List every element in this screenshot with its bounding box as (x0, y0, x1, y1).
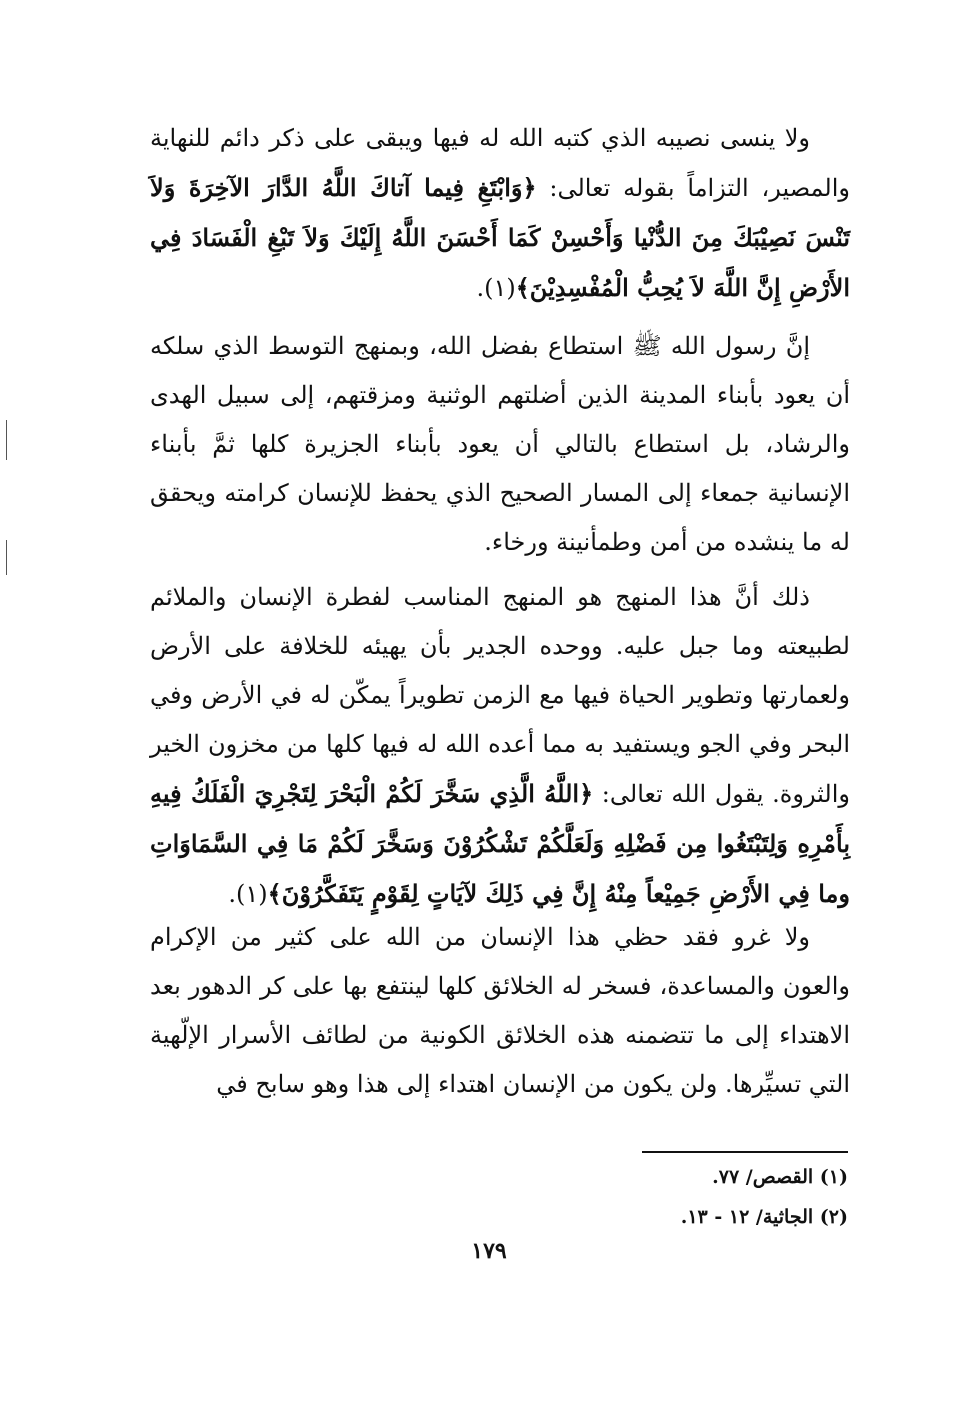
paragraph-1 (150, 114, 850, 313)
footnote-ref-1: (١). (476, 274, 516, 302)
margin-scan-mark (6, 420, 7, 460)
footnote-divider (642, 1151, 848, 1153)
footnote-ref-2: (١). (228, 880, 268, 908)
quran-verse-1: ﴿وَابْتَغِ فِيما آتاكَ اللَّهُ الدَّارَ الآخِرَةَ وَلاَ تَنْسَ نَصِيْبَكَ مِنَ الدُّنْيا وَأَحْسِنْ كَمَا أَحْسَنَ اللَّهُ إِلَيْكَ وَلاَ تَبْغِ الْفَسَادَ فِي الأَرْضِ إِنَّ اللَّهَ لاَ يُحِبُّ الْمُفْسِدِيْنَ﴾ (150, 173, 850, 302)
footnotes (560, 1157, 848, 1237)
paragraph-4-text: ولا غرو فقد حظي هذا الإنسان من الله على كثير من الإكرام والعون والمساعدة، فسخر له الخلائق كلها لينتفع بها على كر الدهور بعد الاهتداء إلى ما تتضمنه هذه الخلائق الكونية من لطائف الأسرار الإلّهية التي تسيِّرها. ولن يكون من الإنسان اهتداء إلى هذا وهو سابح في (150, 923, 850, 1098)
paragraph-2-text: إنَّ رسول الله ﷺ استطاع بفضل الله، وبمنهج التوسط الذي سلكه أن يعود بأبناء المدينة الذين أضلتهم الوثنية ومزقتهم، إلى سبيل الهدى والرشاد، بل استطاع بالتالي أن يعود بأبناء الجزيرة كلها ثمَّ بأبناء الإنسانية جمعاء إلى المسار الصحيح الذي يحفظ للإنسان كرامته ويحقق له ما ينشده من أمن وطمأنينة ورخاء. (150, 332, 850, 556)
quran-verse-2: ﴿اللَّهُ الَّذِي سَخَّرَ لَكُمْ الْبَحْرَ لِتَجْرِيَ الْفَلَكُ فِيهِ بِأَمْرِهِ وَلِتَبْتَغُوا مِن فَضْلِهِ وَلَعَلَّكُمْ تَشْكُرُوْنَ وَسَخَّرَ لَكُمْ مَا فِي السَّمَاوَاتِ وما فِي الأَرْضِ جَمِيْعاً مِنْهُ إِنَّ فِي ذَلِكَ لآيَاتٍ لِقَوْمٍ يَتَفَكَّرُوْنَ﴾ (150, 779, 850, 908)
paragraph-4 (150, 913, 850, 1109)
paragraph-1-text (150, 114, 850, 313)
footnote-2: (٢) الجاثية/ ١٢ - ١٣. (680, 1206, 848, 1228)
paragraph-2 (150, 322, 850, 567)
footnote-1: (١) القصص/ ٧٧. (712, 1166, 848, 1188)
paragraph-3-text (150, 573, 850, 919)
paragraph-3-intro: ذلك أنَّ هذا المنهج هو المنهج المناسب لفطرة الإنسان والملائم لطبيعته وما جبل عليه. ووحده الجدير بأن يهيئه للخلافة على الأرض ولعمارتها وتطوير الحياة فيها مع الزمن تطويراً يمكّن له في الأرض وفي البحر وفي الجو ويستفيد به مما أعده الله له فيها كلها من مخزون الخير والثروة. يقول الله تعالى: (150, 583, 850, 808)
margin-scan-mark (6, 540, 7, 575)
paragraph-1-intro: ولا ينسى نصيبه الذي كتبه الله له فيها ويبقى على ذكر دائم للنهاية والمصير، التزاماً بقوله تعالى: (150, 124, 851, 202)
paragraph-3 (150, 573, 850, 919)
page-number: ١٧٩ (471, 1238, 507, 1264)
